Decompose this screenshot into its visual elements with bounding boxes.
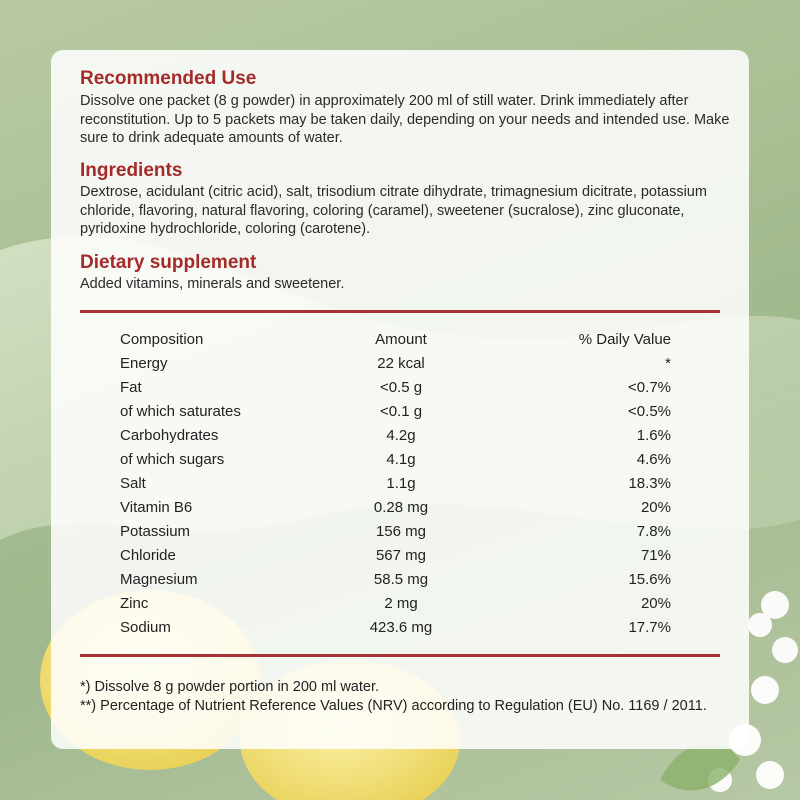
dietary-supplement-text: Added vitamins, minerals and sweetener. — [80, 276, 345, 292]
nutrient-amount: 4.1g — [386, 451, 416, 468]
nutrient-amount: 22 kcal — [377, 355, 425, 372]
nutrient-daily-value: 4.6% — [636, 451, 671, 468]
nutrient-amount: 1.1g — [386, 475, 416, 492]
nutrient-amount: <0.5 g — [379, 379, 423, 396]
table-row — [51, 496, 749, 520]
nutrient-daily-value: 7.8% — [636, 523, 671, 540]
nutrient-amount: 423.6 mg — [369, 619, 433, 636]
nutrient-daily-value: 17.7% — [628, 619, 671, 636]
nutrient-name: Salt — [120, 475, 146, 492]
table-bottom-divider — [80, 654, 720, 657]
table-row — [51, 424, 749, 448]
table-row — [51, 592, 749, 616]
nutrient-daily-value: * — [665, 355, 671, 372]
nutrient-daily-value: 1.6% — [636, 427, 671, 444]
nutrient-name: Sodium — [120, 619, 171, 636]
column-header-composition: Composition — [120, 331, 204, 348]
nutrient-amount: 567 mg — [375, 547, 427, 564]
footnote: *) Dissolve 8 g powder portion in 200 ml water. — [80, 679, 380, 695]
recommended-use-text: Dissolve one packet (8 g powder) in approximately 200 ml of still water. Drink immediately after reconstitution. Up to 5 packets may be taken daily, depending on your needs and intended use. Make sure to drink adequate amounts of water. — [80, 93, 730, 146]
nutrient-amount: 2 mg — [384, 595, 418, 612]
table-row — [51, 616, 749, 640]
nutrient-amount: 0.28 mg — [373, 499, 429, 516]
section-title-recommended-use: Recommended Use — [80, 68, 257, 89]
ingredients-text: Dextrose, acidulant (citric acid), salt, trisodium citrate dihydrate, trimagnesium dicitrate, potassium chloride, flavoring, natural flavoring, coloring (caramel), sweetener (sucralose), zinc gluconate, pyridoxine hydrochloride, coloring (carotene). — [80, 184, 707, 237]
table-header-row — [51, 328, 749, 352]
footnote: **) Percentage of Nutrient Reference Values (NRV) according to Regulation (EU) No. 1169 / 2011. — [80, 698, 707, 714]
table-row — [51, 400, 749, 424]
nutrient-daily-value: 20% — [640, 595, 671, 612]
table-row — [51, 544, 749, 568]
table-row — [51, 352, 749, 376]
nutrient-amount: 58.5 mg — [373, 571, 429, 588]
nutrient-daily-value: 20% — [640, 499, 671, 516]
nutrient-name: of which saturates — [120, 403, 241, 420]
nutrient-name: Energy — [120, 355, 168, 372]
nutrient-daily-value: <0.5% — [628, 403, 671, 420]
section-title-ingredients: Ingredients — [80, 160, 183, 181]
section-title-dietary-supplement: Dietary supplement — [80, 252, 257, 273]
nutrient-daily-value: 71% — [640, 547, 671, 564]
nutrient-amount: 156 mg — [375, 523, 427, 540]
nutrient-name: Carbohydrates — [120, 427, 219, 444]
table-row — [51, 568, 749, 592]
nutrient-daily-value: 15.6% — [628, 571, 671, 588]
nutrient-name: Potassium — [120, 523, 191, 540]
nutrient-name: of which sugars — [120, 451, 225, 468]
column-header-amount: Amount — [375, 331, 427, 348]
nutrient-name: Fat — [120, 379, 142, 396]
nutrient-name: Vitamin B6 — [120, 499, 193, 516]
column-header-daily-value: % Daily Value — [578, 331, 671, 348]
nutrient-name: Magnesium — [120, 571, 198, 588]
table-top-divider — [80, 310, 720, 313]
nutrient-amount: 4.2g — [386, 427, 416, 444]
nutrition-info-card — [51, 50, 749, 749]
table-row — [51, 448, 749, 472]
table-row — [51, 376, 749, 400]
nutrient-name: Chloride — [120, 547, 176, 564]
nutrient-amount: <0.1 g — [379, 403, 423, 420]
table-row — [51, 520, 749, 544]
nutrient-daily-value: <0.7% — [628, 379, 671, 396]
nutrient-name: Zinc — [120, 595, 149, 612]
nutrient-daily-value: 18.3% — [628, 475, 671, 492]
table-row — [51, 472, 749, 496]
